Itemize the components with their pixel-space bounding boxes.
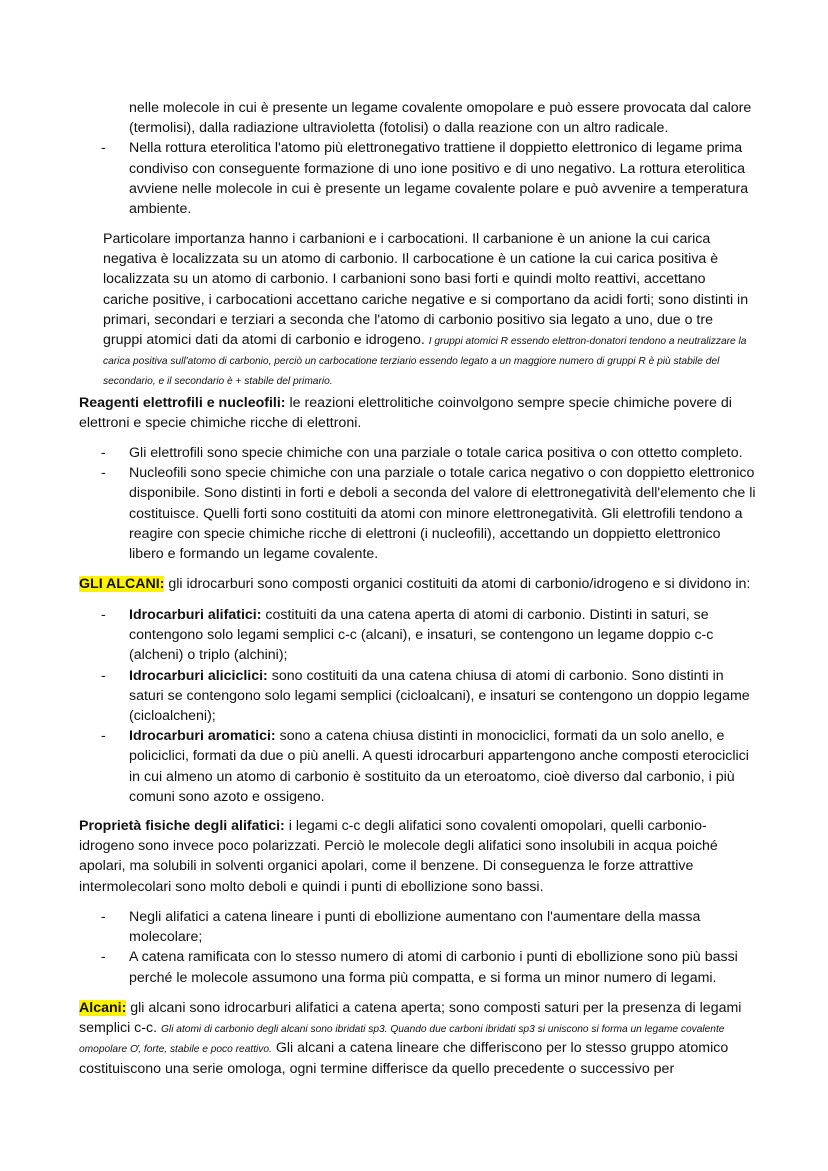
rottura-eterolitica: Nella rottura eterolitica l'atomo più elettronegativo trattiene il doppietto elettronico di legame prima condiviso con conseguente formazione di uno ione positivo e di uno negativo. La rottura eterolitica avviene nelle molecole in cui è presente un legame covalente polare e può avvenire a temperatura ambiente. [129, 140, 749, 218]
proprieta-heading: Proprietà fisiche degli alifatici: [79, 818, 285, 834]
aromatici-heading: Idrocarburi aromatici: [129, 728, 276, 745]
reagenti-text: le reazioni elettrolitiche coinvolgono sempre specie chimiche povere di elettroni e specie chimiche ricche di elettroni. [79, 395, 732, 432]
list-item [79, 947, 759, 987]
alcani-note: Gli atomi di carbonio degli alcani sono ibridati sp3. Quando due carboni ibridati sp3 si uniscono si forma un legame covalente omopolare Ơ, forte, stabile e poco reattivo. [79, 1024, 725, 1056]
bullet-dash: - [101, 949, 106, 966]
catena-lineare-item: Negli alifatici a catena lineare i punti di ebollizione aumentano con l'aumentare della massa molecolare; [129, 909, 701, 946]
bullet-dash: - [101, 445, 106, 461]
carbanioni-note: I gruppi atomici R essendo elettron-donatori tendono a neutralizzare la carica positiva sull'atomo di carbonio, perciò un carbocatione terziario essendo legato a un maggiore numero di gruppi R è più stabile del secondario, e il secondario è + stabile del primario. [103, 336, 747, 388]
rottura-omolitica-cont: nelle molecole in cui è presente un legame covalente omopolare e può essere provocata dal calore (termolisi), dalla radiazione ultravioletta (fotolisi) o dalla reazione con un altro radicale. [129, 100, 752, 137]
bullet-dash: - [101, 140, 106, 157]
idrocarburi-list [79, 605, 759, 807]
list-item [79, 443, 759, 463]
alcani-paragraph [79, 998, 759, 1079]
list-item [79, 138, 759, 219]
reagenti-list [79, 443, 759, 564]
aliciclici-text: sono costituiti da una catena chiusa di atomi di carbonio. Sono distinti in saturi se contengono solo legami semplici (cicloalcani), e insaturi se contengono un doppio legame (cicloalcheni); [129, 667, 750, 725]
alcani-intro-text: gli idrocarburi sono composti organici costituiti da atomi di carbonio/idrogeno e si dividono in: [168, 576, 751, 592]
list-item [79, 907, 759, 947]
bullet-dash: - [101, 465, 106, 482]
reagenti-heading: Reagenti elettrofili e nucleofili: [79, 395, 286, 411]
bullet-dash: - [101, 909, 106, 925]
proprieta-list [79, 907, 759, 988]
alifatici-text: costituiti da una catena aperta di atomi di carbonio. Distinti in saturi, se contengono solo legami semplici c-c (alcani), e insaturi, se contengono un legame doppio c-c (alcheni) o triplo (alchini); [129, 607, 714, 664]
list-item [79, 463, 759, 564]
carbanioni-text: Particolare importanza hanno i carbanioni e i carbocationi. Il carbanione è un anione la cui carica negativa è localizzata su un atomo di carbonio. Il carbocatione è un catione la cui carica positiva è localizzata su un atomo di carbonio. I carbanioni sono basi forti e quindi molto reattivi, accettano cariche positive, i carbocationi accettano cariche negative e si comportano da acidi forti; sono distinti in primari, secondari e terziari a seconda che l'atomo di carbonio positivo sia legato a uno, due o tre gruppi atomici dati da atomi di carbonio e idrogeno. [103, 231, 749, 349]
proprieta-paragraph [79, 816, 759, 897]
alcani-text: gli alcani sono idrocarburi alifatici a catena aperta; sono composti saturi per la presenza di legami semplici c-c. [79, 1000, 742, 1037]
bullet-dash: - [101, 607, 106, 623]
aliciclici-heading: Idrocarburi aliciclici: [129, 667, 268, 684]
alcani-heading: GLI ALCANI: [79, 576, 165, 592]
reagenti-paragraph [79, 393, 759, 433]
alcani-intro [79, 574, 769, 594]
bullet-dash: - [101, 667, 106, 684]
carbanioni-paragraph [103, 229, 753, 391]
nucleofili-item: Nucleofili sono specie chimiche con una parziale o totale carica negativo o con doppietto elettronico disponibile. Sono distinti in forti e deboli a seconda del valore di elettronegatività dell'elemento che li costituisce. Quelli forti sono costituiti da atomi con minore elettronegatività. Gli elettrofili tendono a reagire con specie chimiche ricche di elettroni (i nucleofili), accettando un doppietto elettronico libero e formando un legame covalente. [129, 465, 756, 563]
list-item [79, 605, 759, 666]
alcani-subheading: Alcani: [79, 1000, 127, 1016]
alifatici-heading: Idrocarburi alifatici: [129, 607, 262, 623]
aromatici-text: sono a catena chiusa distinti in monociclici, formati da un solo anello, e policiclici, formati da due o più anelli. A questi idrocarburi appartengono anche composti eterociclici in cui almeno un atomo di carbonio è sostituito da un eteroatomo, cioè diverso dal carbonio, i più comuni sono azoto e ossigeno. [129, 728, 749, 805]
elettrofili-item: Gli elettrofili sono specie chimiche con una parziale o totale carica positiva o con ottetto completo. [129, 445, 743, 461]
list-item [79, 666, 759, 727]
bullet-dash: - [101, 728, 106, 745]
rottura-list [79, 98, 759, 219]
proprieta-text: i legami c-c degli alifatici sono covalenti omopolari, quelli carbonio-idrogeno sono invece poco polarizzati. Perciò le molecole degli alifatici sono insolubili in acqua poiché apolari, ma solubili in solventi organici apolari, come il benzene. Di conseguenza le forze attrattive intermolecolari sono molto deboli e quindi i punti di ebollizione sono bassi. [79, 818, 718, 895]
catena-ramificata-item: A catena ramificata con lo stesso numero di atomi di carbonio i punti di ebollizione sono più bassi perché le molecole assumono una forma più compatta, e si forma un minor numero di legami. [129, 949, 738, 986]
list-item [79, 98, 759, 138]
list-item [79, 726, 759, 807]
alcani-text-continued: Gli alcani a catena lineare che differiscono per lo stesso gruppo atomico costituiscono una serie omologa, ogni termine differisce da quello precedente o successivo per [79, 1040, 729, 1077]
